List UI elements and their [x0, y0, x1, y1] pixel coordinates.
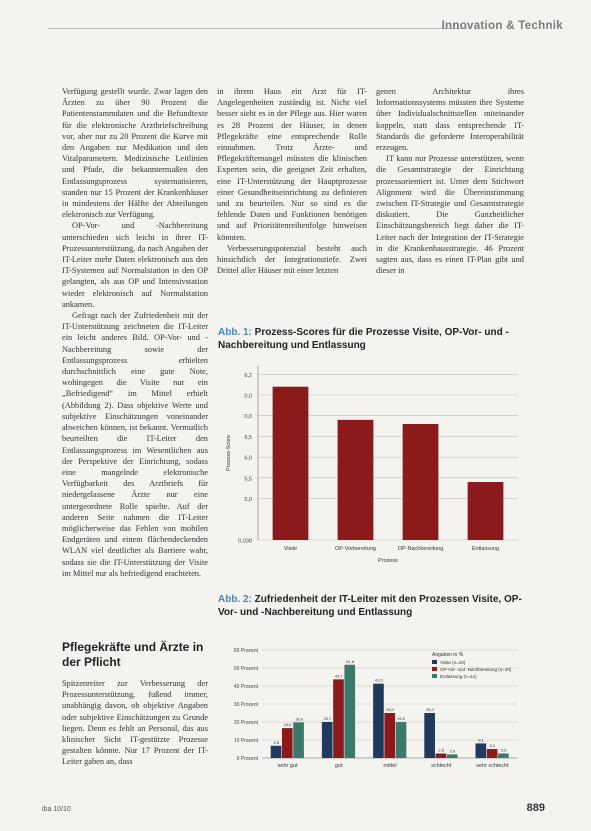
- data-label: 16,6: [283, 722, 292, 728]
- data-label: 2,0: [449, 748, 456, 754]
- bar: [293, 722, 304, 758]
- bar: [271, 746, 282, 758]
- data-label: 6.8: [273, 739, 280, 745]
- figure-title: Zufriedenheit der IT-Leiter mit den Prozessen Visite, OP-Vor- und -Nachbereitung und Entlassung: [218, 594, 522, 618]
- bar: [396, 722, 407, 758]
- data-label: 2,5: [500, 747, 507, 753]
- bar: [338, 420, 374, 540]
- y-tick-label: 6,5: [244, 434, 252, 441]
- chart-2-svg: [218, 642, 528, 782]
- column-1: [62, 86, 208, 579]
- x-axis-label: Prozess: [378, 558, 398, 564]
- bar: [403, 424, 439, 540]
- y-tick-label: 0,030: [238, 538, 252, 545]
- data-label: 19,8: [294, 716, 303, 722]
- paragraph: Spitzenreiter zur Verbesserung der Prozessunterstützung, fußend immer, unabhängig davon, ob objektive Angaben oder subjektive Einschätzungen zu Grunde liegen. Denn es fehlt an Personal, das aus klinischer Sicht IT-gestützte Prozesse gestalten könnte. Nur 17 Prozent der IT-Leiter gaben an, dass: [62, 679, 208, 767]
- figure-1-chart: [218, 358, 528, 578]
- page-number: 889: [526, 802, 545, 814]
- figure-title: Prozess-Scores für die Prozesse Visite, OP-Vor- und -Nachbereitung und Entlassung: [218, 327, 509, 351]
- section-header: Innovation & Technik: [441, 20, 563, 32]
- y-tick-label: 6,0: [244, 455, 252, 462]
- bar: [273, 387, 309, 540]
- paragraph: Verfügung gestellt wurde. Zwar lagen den Ärzten zu über 90 Prozent die Patientenstammdaten und die Befundtexte für die elektronische Arztbriefschreibung vor, aber nur zu 20 Prozent die Kurve mit den Angaben zur Medikation und den Vitalparametern. Medizinische Leitlinien und Pfade, die bekanntermaßen den Entlassungsprozess systematisieren, standen nur 15 Prozent der Krankenhäuser in mindestens der Hälfte der Abteilungen elektronisch zur Verfügung.: [62, 87, 208, 220]
- legend-swatch: [432, 660, 437, 664]
- bar: [333, 679, 344, 758]
- y-tick-label: 30 Prozent: [233, 702, 258, 708]
- data-label: 8,1: [478, 737, 484, 743]
- paragraph: Verbesserungspotenzial besteht auch hinsichtlich der Integrationstiefe. Zwei Drittel aller Häuser mit einer letzten: [217, 243, 367, 276]
- x-tick-label: gut: [334, 763, 343, 769]
- data-label: 2,5: [438, 747, 444, 753]
- data-label: 25,0: [386, 707, 394, 712]
- bar: [447, 754, 458, 758]
- data-label: 43,7: [334, 673, 343, 679]
- bar: [487, 749, 498, 758]
- data-label: 51,8: [346, 658, 354, 664]
- x-tick-label: sehr schlecht: [476, 763, 509, 769]
- bar: [344, 665, 355, 758]
- footer-issue: iba 10/10: [42, 806, 71, 813]
- x-tick-label: Visite: [283, 546, 298, 552]
- y-tick-label: 60 Prozent: [233, 648, 258, 654]
- bar: [373, 684, 384, 758]
- paragraph: OP-Vor- und -Nachbereitung unterschieden sich leicht in ihrer IT-Prozessunterstützung, da nach Angaben der IT-Leiter mehr Daten elektronisch aus den IT-Systemen auf Normalstation in den OP gelangten, als aus OP und Intensivstation wieder elektronisch auf Normalstation ankamen.: [62, 221, 208, 309]
- x-tick-label: mittel: [383, 763, 397, 769]
- column-2: [217, 86, 367, 276]
- bar: [384, 713, 395, 758]
- figure-label: Abb. 1:: [218, 327, 252, 338]
- x-tick-label: schlecht: [431, 763, 452, 769]
- x-tick-label: OP-Nachbereitung: [397, 546, 444, 552]
- y-tick-label: 0,0: [244, 393, 252, 400]
- bar: [322, 722, 333, 758]
- section-heading: Pflegekräfte und Ärzte in der Pflicht: [62, 640, 204, 669]
- figure-2-chart: [218, 642, 528, 782]
- y-tick-label: 10 Prozent: [233, 738, 258, 744]
- legend-title: Angaben in %: [432, 652, 464, 658]
- bar: [282, 728, 293, 758]
- column-1-lower: [62, 678, 208, 768]
- paragraph: in ihrem Haus ein Arzt für IT-Angelegenheiten zuständig ist. Nicht viel besser sieht es in der Pflege aus. Hier waren es 28 Prozent der Häuser, in denen Pflegekräfte eine entsprechende Rolle einnahmen. Trotz Ärzte- und Pflegekräftemangel müssten die klinischen Experten sein, die geeignet Zeit erhalten, eine IT-Unterstützung der Hauptprozesse einer Gesundheitseinrichtung zu definieren und zu beurteilen. Nur so sind es die fehlende Daten und Funktionen benötigen und auf Prioritätenreihenfolge hinweisen könnten.: [217, 87, 367, 242]
- y-tick-label: 5,5: [244, 476, 252, 483]
- legend-entry: OP-Vor- und -Nachbereitung (n=40): [440, 667, 512, 672]
- legend-entry: Visite (n=43): [440, 660, 466, 665]
- y-tick-label: 40 Prozent: [233, 684, 258, 690]
- data-label: 41,3: [374, 677, 383, 683]
- legend-swatch: [432, 674, 437, 678]
- bar: [424, 713, 435, 758]
- header-rule: [48, 28, 468, 29]
- y-tick-label: 6,2: [244, 372, 252, 379]
- figure-1-caption: [218, 327, 528, 352]
- bar: [468, 482, 504, 540]
- y-axis-label: Prozess-Score: [226, 434, 232, 472]
- bar: [436, 754, 447, 759]
- x-tick-label: sehr gut: [277, 763, 298, 769]
- figure-2-caption: [218, 594, 528, 619]
- data-label: 5,0: [489, 743, 496, 748]
- legend-swatch: [432, 667, 437, 671]
- legend-entry: Entlassung (n=41): [440, 674, 477, 679]
- paragraph: genen Architektur ihres Informationssystems müssten ihre Systeme über Individualschnittstellen miteinander koppeln, statt dass entsprechende IT-Standards die geforderte Interoperabilität erzeugen.: [376, 87, 524, 153]
- data-label: 20,7: [323, 716, 332, 721]
- bar: [476, 743, 487, 758]
- y-tick-label: 5,0: [244, 497, 252, 504]
- y-tick-label: 0,0: [244, 414, 252, 421]
- x-tick-label: Entlassung: [471, 546, 500, 552]
- data-label: 20,0: [397, 716, 406, 721]
- column-3: [376, 86, 524, 276]
- figure-label: Abb. 2:: [218, 594, 252, 605]
- y-tick-label: 20 Prozent: [233, 720, 258, 726]
- x-tick-label: OP-Vorbereitung: [335, 546, 376, 552]
- paragraph: Gefragt nach der Zufriedenheit mit der IT-Unterstützung zeichneten die IT-Leiter ein leicht anderes Bild. OP-Vor- und -Nachbereitung sowie der Entlassungsprozess erhielten durchschnittlich eine gute Note, wohingegen die Visite nur ein „Befriedigend“ im Mittel erhielt (Abbildung 2). Dass objektive Werte und subjektive Einschätzungen voneinander abweichen können, ist bekannt. Vermutlich beurteilten die IT-Leiter den Entlassungsprozess im Wesentlichen aus der Perspektive der Einrichtung, sodass eine mangelnde elektronische Verfügbarkeit des Arztbriefs für niedergelassene Ärzte nur eine untergeordnete Rolle spielte. Auf der anderen Seite nahmen die IT-Leiter möglicherweise das Fehlen von mobilen Endgeräten und einem flächendeckenden WLAN viel deutlicher als Barriere wahr, sodass sie die IT-Unterstützung der Visite im Mittel nur als befriedigend erachteten.: [62, 311, 208, 578]
- y-tick-label: 50 Prozent: [233, 666, 258, 672]
- paragraph: IT kann nur Prozesse unterstützen, wenn die Gesamtstrategie der Einrichtung prozessorientiert ist. Unter dem Stichwort Alignment wird die Übereinstimmung zwischen IT-Strategie und Gesamtstrategie diskutiert. Die Ganzheitlicher Einschätzungsbereich liegt daher die IT-Leiter nach der Integration der IT-Strategie in die Krankenhausstrategie. 46 Prozent sagten aus, dass es einen IT-Plan gibt und dieser in: [376, 154, 524, 276]
- data-label: 25,0: [426, 707, 434, 712]
- chart-1-svg: [218, 358, 528, 578]
- y-tick-label: 0 Prozent: [236, 756, 258, 762]
- bar: [498, 754, 509, 759]
